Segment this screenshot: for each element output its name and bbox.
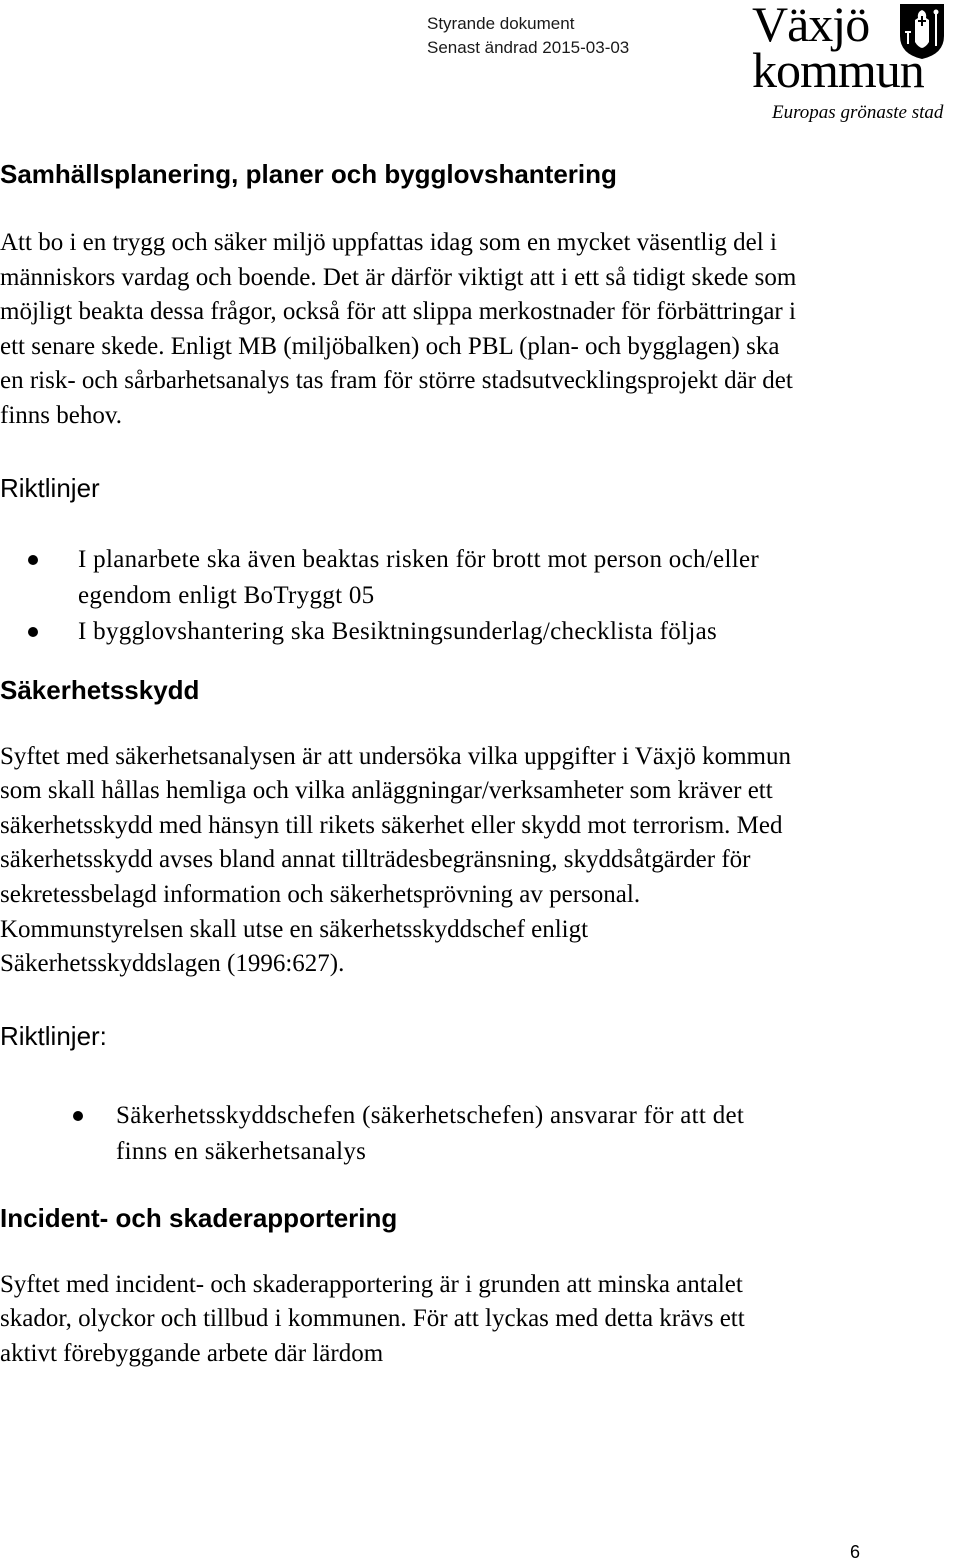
incident-paragraph: Syftet med incident- och skaderapportering är i grunden att minska antalet skador, olyckor och tillbud i kommunen. För att lyckas med detta krävs ett aktivt förebyggande arbete där lärdom bbox=[0, 1270, 745, 1367]
section-heading-planning: Samhällsplanering, planer och bygglovshantering bbox=[0, 159, 617, 189]
bullet-icon bbox=[28, 627, 38, 637]
bullet-icon bbox=[28, 555, 38, 565]
security-paragraph: Syftet med säkerhetsanalysen är att undersöka vilka uppgifter i Växjö kommun som skall hållas hemliga och vilka anläggningar/verksamheter som kräver ett säkerhetsskydd med hänsyn till rikets säkerhet eller skydd mot terrorism. Med säkerhetsskydd avses bland annat tillträdesbegränsning, skyddsåtgärder för sekretessbelagd information och säkerhetsprövning av personal. Kommunstyrelsen skall utse en säkerhetsskyddschef enligt Säkerhetsskyddslagen (1996:627). bbox=[0, 742, 792, 978]
logo-tagline: Europas grönaste stad bbox=[772, 102, 944, 123]
list-item-text: I planarbete ska även beaktas risken för brott mot person och/eller egendom enligt BoTryggt 05 bbox=[78, 545, 759, 609]
section-heading-security: Säkerhetsskydd bbox=[0, 674, 200, 705]
document-body bbox=[0, 156, 800, 1372]
planning-paragraph: Att bo i en trygg och säker miljö uppfattas idag som en mycket väsentlig del i människors vardag och boende. Det är därför viktigt att i ett så tidigt skede som möjligt beakta dessa frågor, också för att slippa merkostnader för förbättringar i ett senare skede. Enligt MB (miljöbalken) och PBL (plan- och bygglagen) ska en risk- och sårbarhetsanalys tas fram för större stadsutvecklingsprojekt där det finns behov. bbox=[0, 229, 797, 429]
list-item-text: Säkerhetsskyddschefen (säkerhetschefen) ansvarar för att det finns en säkerhetsanalys bbox=[116, 1101, 745, 1165]
last-changed-date: Senast ändrad 2015-03-03 bbox=[427, 38, 630, 57]
document-meta bbox=[427, 12, 629, 60]
list-item-text: I bygglovshantering ska Besiktningsunderlag/checklista följas bbox=[78, 617, 718, 645]
guidelines-list-security bbox=[0, 1098, 800, 1170]
guidelines-list-planning bbox=[0, 542, 800, 650]
page-number: 6 bbox=[850, 1542, 861, 1562]
guidelines-heading-security: Riktlinjer: bbox=[0, 1020, 107, 1051]
guidelines-heading-planning: Riktlinjer bbox=[0, 472, 100, 503]
bullet-icon bbox=[73, 1111, 83, 1121]
list-item bbox=[0, 1098, 800, 1170]
document-type: Styrande dokument bbox=[427, 14, 575, 33]
logo-word-kommun: kommun bbox=[752, 42, 924, 98]
vaxjo-kommun-logo bbox=[752, 0, 960, 130]
logo-word-vaxjo: Växjö bbox=[752, 0, 870, 52]
list-item bbox=[0, 614, 800, 650]
section-heading-incident: Incident- och skaderapportering bbox=[0, 1202, 398, 1233]
list-item bbox=[0, 542, 800, 614]
